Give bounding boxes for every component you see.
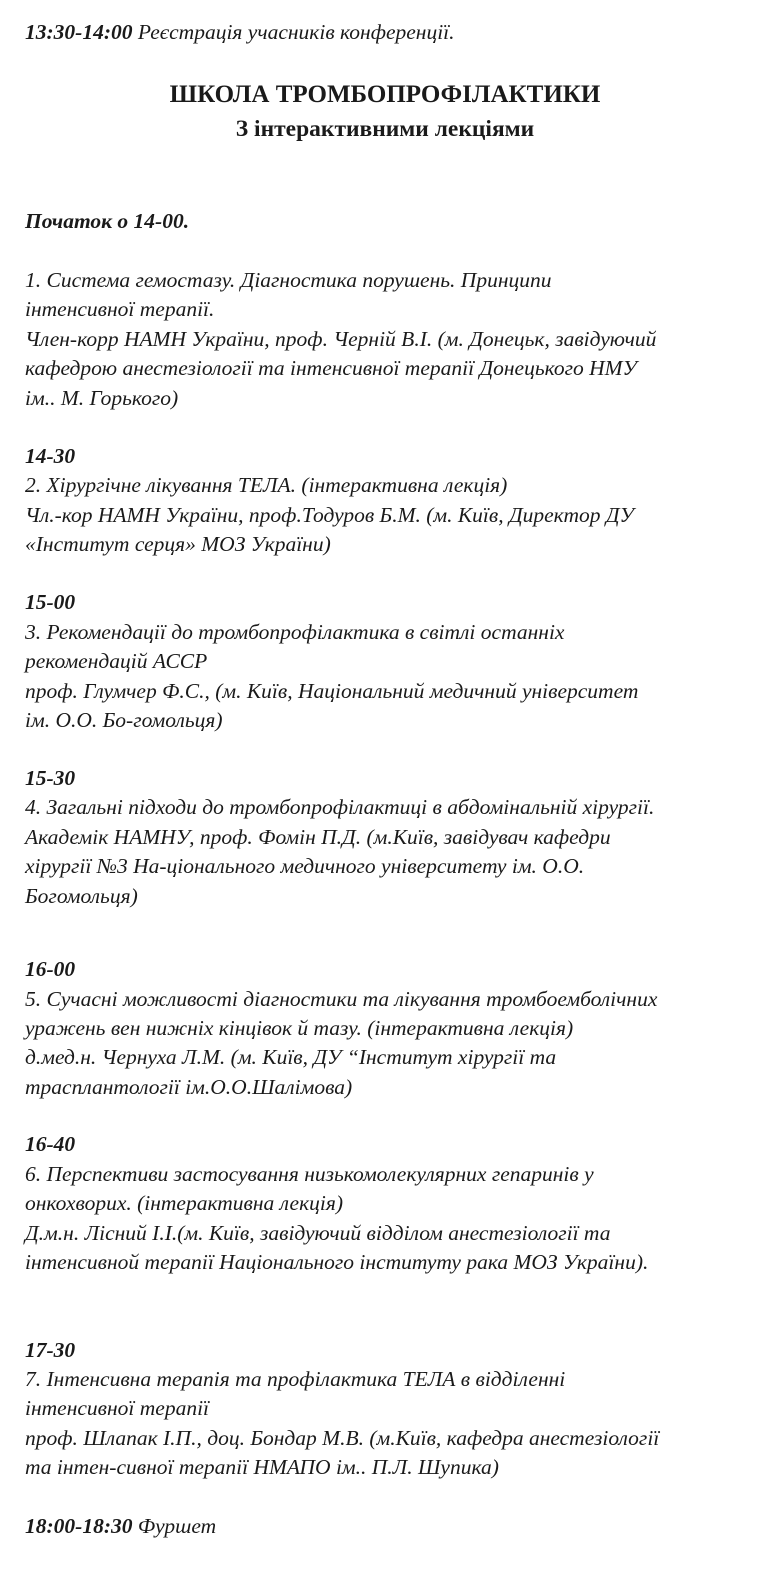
session-time: 16-40: [25, 1132, 76, 1156]
session-line: Чл.-кор НАМН України, проф.Тодуров Б.М. (м. Київ, Директор ДУ: [25, 503, 635, 527]
session-line: 5. Сучасні можливості діагностики та лікування тромбоемболічних: [25, 987, 658, 1011]
session-line: онкохворих. (інтерактивна лекція): [25, 1191, 344, 1215]
session-time: 15-00: [25, 590, 76, 614]
session-line: 3. Рекомендації до тромбопрофілактика в світлі останніх: [25, 620, 565, 644]
session-line: рекомендацій АССР: [25, 649, 208, 673]
session-line: проф. Шлапак І.П., доц. Бондар М.В. (м.Київ, кафедра анестезіології: [25, 1426, 660, 1450]
session-time: 17-30: [25, 1338, 76, 1362]
session-line: Академік НАМНУ, проф. Фомін П.Д. (м.Київ, завідувач кафедри: [25, 825, 611, 849]
session-line: Член-корр НАМН України, проф. Черній В.І. (м. Донецьк, завідуючий: [25, 327, 657, 351]
session-line: кафедрою анестезіології та інтенсивної терапії Донецького НМУ: [25, 356, 638, 380]
session-line: Богомольця): [25, 884, 138, 908]
session-line: ім.. М. Горького): [25, 386, 179, 410]
session-time: 16-00: [25, 957, 76, 981]
session-time: 14-30: [25, 444, 76, 468]
session-line: та інтен-сивної терапії НМАПО ім.. П.Л. Шупика): [25, 1455, 499, 1479]
registration-text: Реєстрація учасників конференції.: [132, 20, 455, 44]
session-line: проф. Глумчер Ф.С., (м. Київ, Національний медичний університет: [25, 679, 639, 703]
session-time: 15-30: [25, 766, 76, 790]
session-line: д.мед.н. Чернуха Л.М. (м. Київ, ДУ “Інститут хірургії та: [25, 1045, 557, 1069]
start-time: Початок о 14-00.: [25, 209, 190, 233]
buffet-line: [25, 1512, 216, 1541]
session-line: 2. Хірургічне лікування ТЕЛА. (інтерактивна лекція): [25, 473, 508, 497]
session-line: 4. Загальні підходи до тромбопрофілактиці в абдомінальній хірургії.: [25, 795, 655, 819]
session-line: 6. Перспективи застосування низькомолекулярних гепаринів у: [25, 1162, 594, 1186]
registration-time: 13:30-14:00: [25, 20, 133, 44]
session-line: 7. Інтенсивна терапія та профілактика ТЕЛА в відділенні: [25, 1367, 566, 1391]
session-line: «Інститут серця» МОЗ України): [25, 532, 331, 556]
session-line: Д.м.н. Лісний І.І.(м. Київ, завідуючий відділом анестезіології та: [25, 1221, 611, 1245]
registration-line: [25, 18, 455, 47]
session-line: трасплантології ім.О.О.Шалімова): [25, 1075, 353, 1099]
session-line: хірургії №3 На-ціонального медичного університету ім. О.О.: [25, 854, 585, 878]
session-line: інтенсивної терапії: [25, 1396, 210, 1420]
page-title: ШКОЛА ТРОМБОПРОФІЛАКТИКИ: [169, 81, 601, 108]
session-line: 1. Система гемостазу. Діагностика порушень. Принципи: [25, 268, 552, 292]
session-line: інтенсивной терапії Національного інституту рака МОЗ України).: [25, 1250, 649, 1274]
buffet-text: Фуршет: [132, 1514, 217, 1538]
session-line: ім. О.О. Бо-гомольця): [25, 708, 223, 732]
buffet-time: 18:00-18:30: [25, 1514, 133, 1538]
session-line: інтенсивної терапії.: [25, 297, 215, 321]
page-subtitle: З інтерактивними лекціями: [235, 116, 535, 142]
session-line: уражень вен нижніх кінцівок й тазу. (інтерактивна лекція): [25, 1016, 574, 1040]
